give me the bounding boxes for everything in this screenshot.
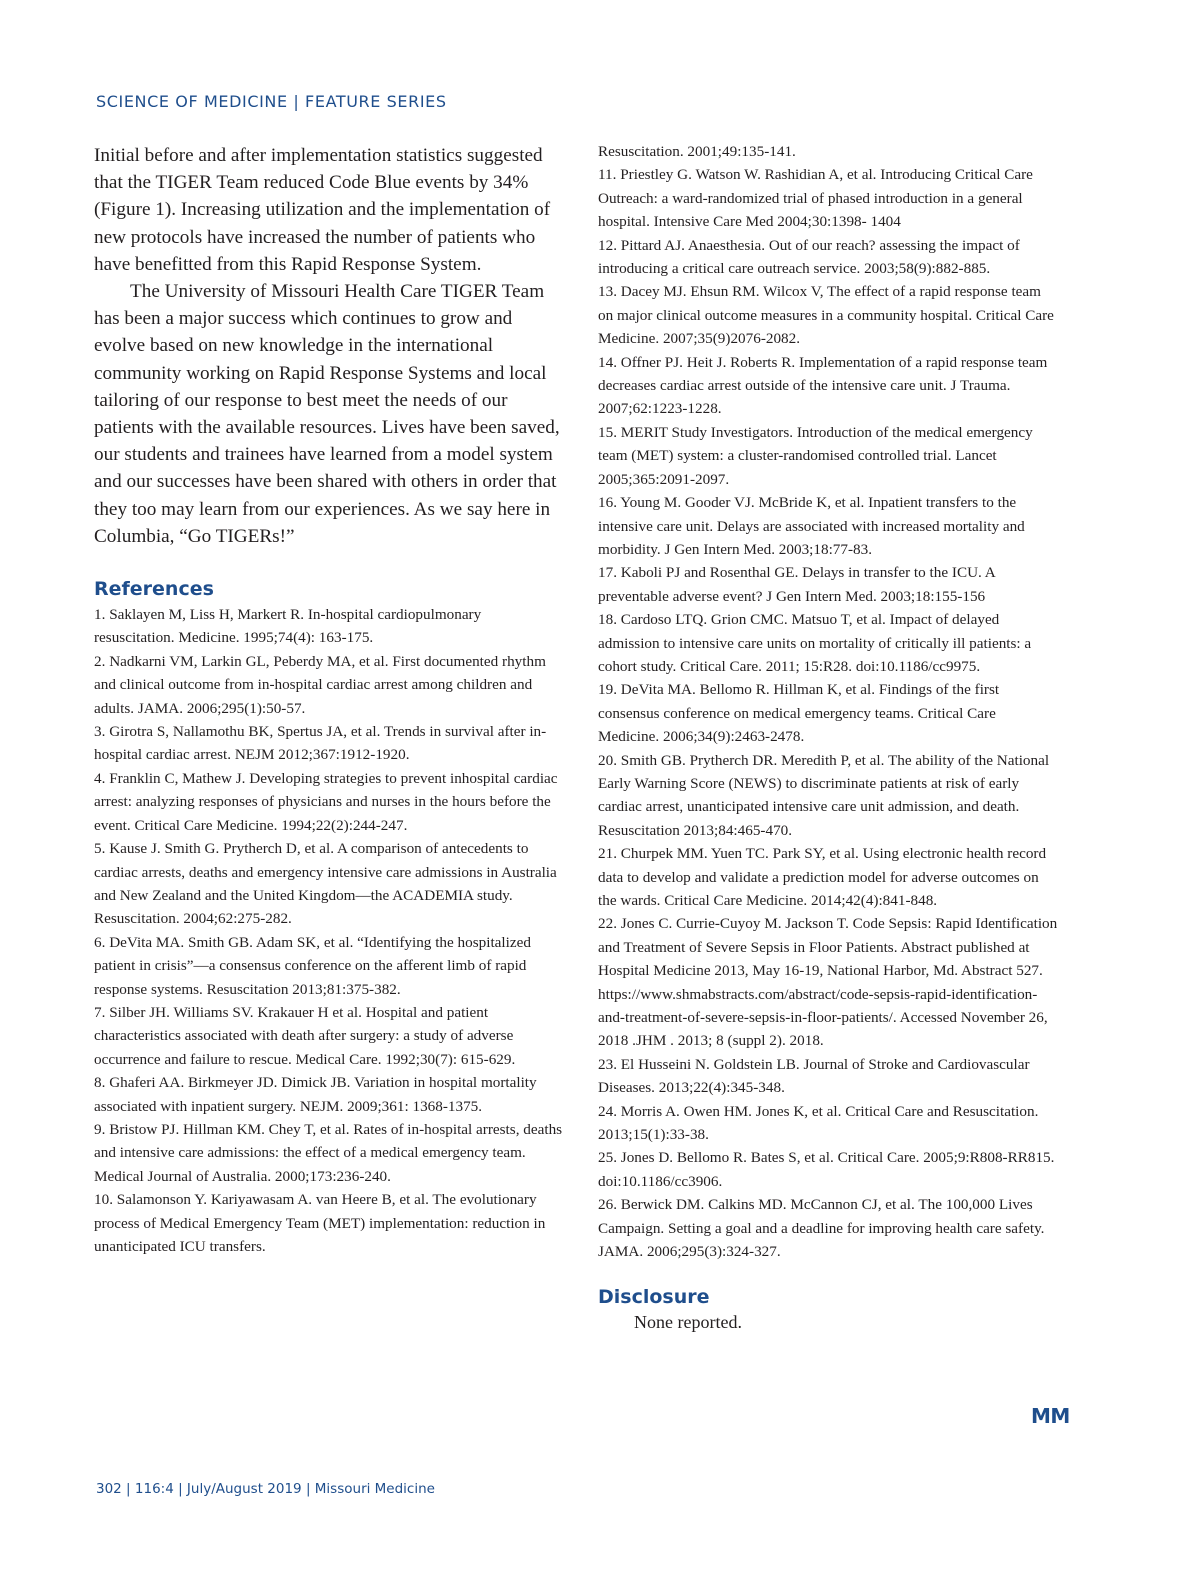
reference-item: 21. Churpek MM. Yuen TC. Park SY, et al. Using electronic health record data to develop and validate a prediction model for adverse outcomes on the wards. Critical Care Medicine. 2014;42(4):841-848. (598, 845, 1047, 909)
reference-item: 23. El Husseini N. Goldstein LB. Journal of Stroke and Cardiovascular Diseases. 2013;22(4):345-348. (598, 1055, 1030, 1097)
reference-item: 9. Bristow PJ. Hillman KM. Chey T, et al. Rates of in-hospital arrests, deaths and intensive care admissions: the effect of a medical emergency team. Medical Journal of Australia. 2000;173:236-240. (94, 1120, 563, 1185)
reference-item: 7. Silber JH. Williams SV. Krakauer H et al. Hospital and patient characteristics associated with death after surgery: a study of adverse occurrence and failure to rescue. Medical Care. 1992;30(7): 615-629. (94, 1003, 516, 1068)
reference-item: 25. Jones D. Bellomo R. Bates S, et al. Critical Care. 2005;9:R808-RR815. doi:10.1186/cc3906. (598, 1149, 1055, 1190)
references-heading: References (94, 578, 214, 601)
reference-item: 18. Cardoso LTQ. Grion CMC. Matsuo T, et al. Impact of delayed admission to intensive care units on mortality of critically ill patients: a cohort study. Critical Care. 2011; 15:R28. doi:10.1186/cc9975. (598, 611, 1032, 675)
disclosure-text: None reported. (634, 1311, 742, 1332)
reference-item: 4. Franklin C, Mathew J. Developing strategies to prevent inhospital cardiac arrest: analyzing responses of physicians and nurses in the hours before the event. Critical Care Medicine. 1994;22(2):244-247. (94, 769, 558, 834)
reference-item: 24. Morris A. Owen HM. Jones K, et al. Critical Care and Resuscitation. 2013;15(1):33-38. (598, 1102, 1039, 1144)
reference-item: 8. Ghaferi AA. Birkmeyer JD. Dimick JB. Variation in hospital mortality associated with inpatient surgery. NEJM. 2009;361: 1368-1375. (94, 1074, 537, 1115)
reference-item: 26. Berwick DM. Calkins MD. McCannon CJ, et al. The 100,000 Lives Campaign. Setting a goal and a deadline for improving health care safety. JAMA. 2006;295(3):324-327. (598, 1196, 1045, 1261)
section-header: SCIENCE OF MEDICINE | FEATURE SERIES (96, 92, 447, 111)
reference-item: 10. Salamonson Y. Kariyawasam A. van Heere B, et al. The evolutionary process of Medical Emergency Team (MET) implementation: reduction in unanticipated ICU transfers. (94, 1191, 546, 1256)
body-paragraph: Initial before and after implementation statistics suggested that the TIGER Team reduced Code Blue events by 34% (Figure 1). Increasing utilization and the implementation of new protocols have increased the number of patients who have benefitted from this Rapid Response System. (94, 145, 551, 275)
body-paragraph: The University of Missouri Health Care TIGER Team has been a major success which continues to grow and evolve based on new knowledge in the international community working on Rapid Response Systems and local tailoring of our response to best meet the needs of our patients with the available resources. Lives have been saved, our students and trainees have learned from a model system and our successes have been shared with others in order that they too may learn from our experiences. As we say here in Columbia, “Go TIGERs!” (94, 281, 560, 547)
reference-item: Resuscitation. 2001;49:135-141. (598, 143, 796, 160)
reference-item: 5. Kause J. Smith G. Prytherch D, et al. A comparison of antecedents to cardiac arrests, deaths and emergency intensive care admissions in Australia and New Zealand and the United Kingdom—the ACADEMIA study. Resuscitation. 2004;62:275-282. (94, 840, 557, 928)
missouri-medicine-logo: MM (1031, 1404, 1070, 1428)
reference-item: 3. Girotra S, Nallamothu BK, Spertus JA, et al. Trends in survival after in-hospital cardiac arrest. NEJM 2012;367:1912-1920. (94, 723, 547, 764)
reference-item: 11. Priestley G. Watson W. Rashidian A, et al. Introducing Critical Care Outreach: a ward-randomized trial of phased introduction in a general hospital. Intensive Care Med 2004;30:1398- 1404 (598, 166, 1033, 231)
page-footer: 302 | 116:4 | July/August 2019 | Missouri Medicine (96, 1481, 435, 1497)
disclosure-heading: Disclosure (598, 1285, 710, 1308)
reference-item: 1. Saklayen M, Liss H, Markert R. In-hospital cardiopulmonary resuscitation. Medicine. 1995;74(4): 163-175. (94, 606, 482, 647)
reference-item: 19. DeVita MA. Bellomo R. Hillman K, et al. Findings of the first consensus conference on medical emergency teams. Critical Care Medicine. 2006;34(9):2463-2478. (598, 681, 1000, 746)
reference-item: 17. Kaboli PJ and Rosenthal GE. Delays in transfer to the ICU. A preventable adverse event? J Gen Intern Med. 2003;18:155-156 (598, 564, 995, 605)
reference-item: 12. Pittard AJ. Anaesthesia. Out of our reach? assessing the impact of introducing a critical care outreach service. 2003;58(9):882-885. (598, 236, 1020, 278)
reference-item: 22. Jones C. Currie-Cuyoy M. Jackson T. Code Sepsis: Rapid Identification and Treatment of Severe Sepsis in Floor Patients. Abstract published at Hospital Medicine 2013, May 16-19, National Harbor, Md. Abstract 527. https://www.shmabstracts.com/abstract/code-sepsis-rapid-identification-and-treatment-of-severe-sepsis-in-floor-patients/. Accessed November 26, 2018 .JHM . 2013; 8 (suppl 2). 2018. (598, 915, 1058, 1050)
reference-item: 16. Young M. Gooder VJ. McBride K, et al. Inpatient transfers to the intensive care unit. Delays are associated with increased mortality and morbidity. J Gen Intern Med. 2003;18:77-83. (598, 494, 1025, 558)
left-column (94, 142, 564, 1258)
reference-item: 2. Nadkarni VM, Larkin GL, Peberdy MA, et al. First documented rhythm and clinical outcome from in-hospital cardiac arrest among children and adults. JAMA. 2006;295(1):50-57. (94, 652, 546, 717)
reference-item: 13. Dacey MJ. Ehsun RM. Wilcox V, The effect of a rapid response team on major clinical outcome measures in a community hospital. Critical Care Medicine. 2007;35(9)2076-2082. (598, 283, 1054, 348)
right-column (598, 140, 1058, 1334)
reference-item: 20. Smith GB. Prytherch DR. Meredith P, et al. The ability of the National Early Warning Score (NEWS) to discriminate patients at risk of early cardiac arrest, unanticipated intensive care unit admission, and death. Resuscitation 2013;84:465-470. (598, 751, 1050, 839)
reference-item: 14. Offner PJ. Heit J. Roberts R. Implementation of a rapid response team decreases cardiac arrest outside of the intensive care unit. J Trauma. 2007;62:1223-1228. (598, 353, 1048, 418)
reference-item: 6. DeVita MA. Smith GB. Adam SK, et al. “Identifying the hospitalized patient in crisis”—a consensus conference on the afferent limb of rapid response systems. Resuscitation 2013;81:375-382. (94, 933, 531, 998)
reference-item: 15. MERIT Study Investigators. Introduction of the medical emergency team (MET) system: a cluster-randomised controlled trial. Lancet 2005;365:2091-2097. (598, 423, 1033, 488)
